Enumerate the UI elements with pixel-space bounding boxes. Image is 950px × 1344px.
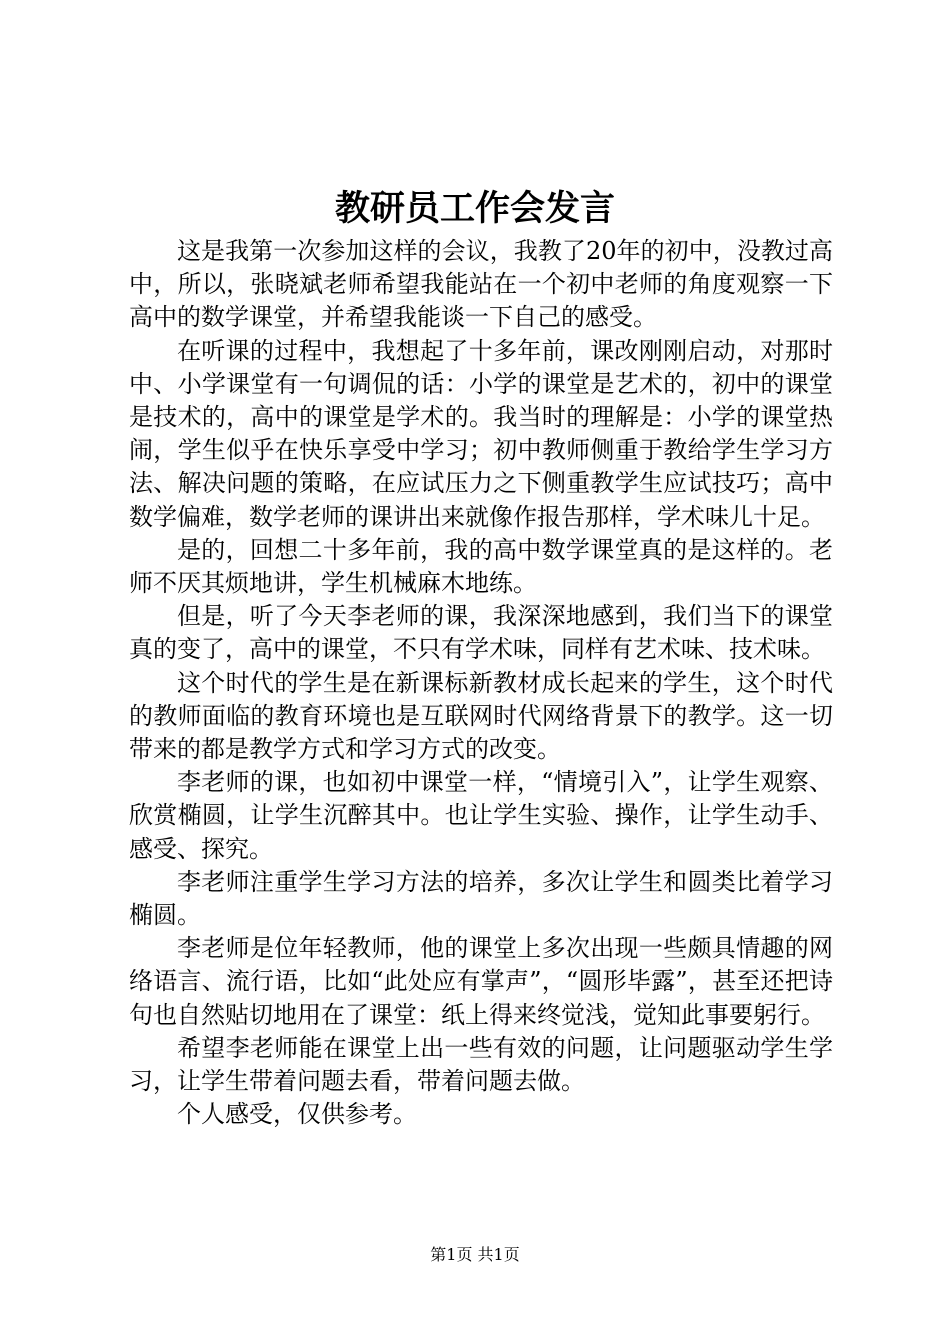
document-body	[129, 235, 833, 1131]
paragraph-2: 在听课的过程中，我想起了十多年前，课改刚刚启动，对那时中、小学课堂有一句调侃的话：小学的课堂是艺术的，初中的课堂是技术的，高中的课堂是学术的。我当时的理解是：小学的课堂热闹，学生似乎在快乐享受中学习；初中教师侧重于教给学生学习方法、解决问题的策略，在应试压力之下侧重教学生应试技巧；高中数学偏难，数学老师的课讲出来就像作报告那样，学术味儿十足。	[129, 336, 833, 531]
paragraph-1: 这是我第一次参加这样的会议，我教了20年的初中，没教过高中，所以，张晓斌老师希望我能站在一个初中老师的角度观察一下高中的数学课堂，并希望我能谈一下自己的感受。	[129, 237, 833, 332]
paragraph-8: 李老师是位年轻教师，他的课堂上多次出现一些颇具情趣的网络语言、流行语，比如“此处应有掌声”，“圆形毕露”，甚至还把诗句也自然贴切地用在了课堂：纸上得来终觉浅，觉知此事要躬行。	[129, 934, 833, 1029]
paragraph-5: 这个时代的学生是在新课标新教材成长起来的学生，这个时代的教师面临的教育环境也是互联网时代网络背景下的教学。这一切带来的都是教学方式和学习方式的改变。	[129, 668, 833, 764]
paragraph-3: 是的，回想二十多年前，我的高中数学课堂真的是这样的。老师不厌其烦地讲，学生机械麻木地练。	[129, 535, 833, 598]
paragraph-10: 个人感受，仅供参考。	[177, 1100, 417, 1129]
document-title: 教研员工作会发言	[334, 188, 615, 229]
paragraph-7: 李老师注重学生学习方法的培养，多次让学生和圆类比着学习椭圆。	[129, 867, 833, 930]
paragraph-4: 但是，听了今天李老师的课，我深深地感到，我们当下的课堂真的变了，高中的课堂，不只有学术味，同样有艺术味、技术味。	[129, 602, 833, 664]
page-footer: 第1页 共1页	[430, 1245, 520, 1264]
paragraph-9: 希望李老师能在课堂上出一些有效的问题，让问题驱动学生学习，让学生带着问题去看，带着问题去做。	[129, 1033, 833, 1096]
paragraph-6: 李老师的课，也如初中课堂一样，“情境引入”，让学生观察、欣赏椭圆，让学生沉醉其中。也让学生实验、操作，让学生动手、感受、探究。	[129, 768, 833, 863]
